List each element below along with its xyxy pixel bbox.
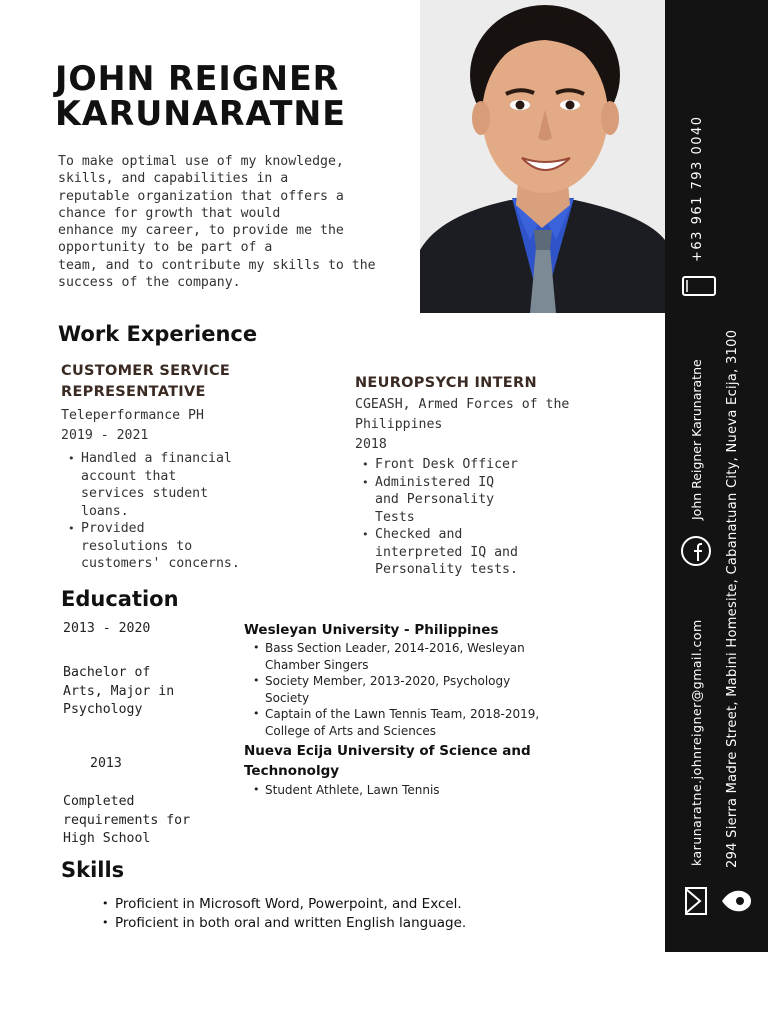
email-icon xyxy=(684,886,708,916)
duty-line: resolutions to xyxy=(81,538,193,554)
phone-icon xyxy=(682,275,712,297)
duty-line: and Personality xyxy=(375,492,495,507)
job-title: NEUROPSYCH INTERN xyxy=(355,375,537,391)
facebook-icon xyxy=(680,535,712,567)
duty-line: • Provided xyxy=(81,521,145,536)
education-heading: Education xyxy=(61,587,179,611)
activity-line: Chamber Singers xyxy=(265,657,369,672)
contact-sidebar xyxy=(665,0,768,952)
objective-text xyxy=(58,153,388,291)
desc-line: High School xyxy=(63,831,151,846)
school-line: Nueva Ecija University of Science and xyxy=(244,743,531,759)
college-school-name: Wesleyan University - Philippines xyxy=(244,622,499,638)
activity-line: College of Arts and Sciences xyxy=(265,723,437,738)
college-activities xyxy=(244,640,584,739)
activity-line: • Society Member, 2013-2020, Psychology xyxy=(265,674,511,688)
highschool-year: 2013 xyxy=(90,756,122,771)
college-years: 2013 - 2020 xyxy=(63,621,151,636)
duty-line: • Handled a financial xyxy=(81,451,232,466)
objective-line: enhance my career, to provide me the xyxy=(58,223,344,239)
objective-line: skills, and capabilities in a xyxy=(58,171,289,187)
college-details xyxy=(244,620,584,799)
job-title xyxy=(61,361,321,403)
job-dates: 2018 xyxy=(355,437,387,452)
activity-line: • Student Athlete, Lawn Tennis xyxy=(265,783,440,797)
name-line-1: JOHN REIGNER xyxy=(55,59,340,99)
list-item xyxy=(355,526,645,579)
degree-line: Psychology xyxy=(63,702,143,717)
college-degree xyxy=(63,664,223,720)
duty-line: • Administered IQ xyxy=(375,474,495,490)
objective-line: chance for growth that would xyxy=(58,205,281,221)
profile-photo-illustration xyxy=(420,0,665,313)
duty-line: account that xyxy=(81,468,177,484)
candidate-name xyxy=(55,59,408,134)
profile-photo xyxy=(420,0,665,313)
company-line: Philippines xyxy=(355,417,443,432)
job-company: Teleperformance PH xyxy=(61,408,204,423)
job-customer-service xyxy=(61,361,321,573)
duty-line: loans. xyxy=(81,503,129,519)
desc-line: Completed xyxy=(63,794,135,809)
job-neuropsych-intern xyxy=(355,373,645,579)
location-icon xyxy=(720,888,752,914)
objective-line: To make optimal use of my knowledge, xyxy=(58,154,344,169)
job-duties xyxy=(355,456,645,579)
degree-line: Arts, Major in xyxy=(63,683,175,699)
list-item xyxy=(244,640,584,673)
objective-line: reputable organization that offers a xyxy=(58,188,344,204)
company-line: CGEASH, Armed Forces of the xyxy=(355,397,570,412)
skills-list xyxy=(99,895,639,932)
activity-line: Society xyxy=(265,690,310,705)
job-company xyxy=(355,395,645,435)
degree-line: Bachelor of xyxy=(63,665,151,680)
duty-line: Tests xyxy=(375,509,415,525)
phone-number: +63 961 793 0040 xyxy=(690,115,705,262)
list-item xyxy=(244,782,584,799)
duty-line: interpreted IQ and xyxy=(375,544,518,560)
highschool-activities xyxy=(244,782,584,799)
objective-line: opportunity to be part of a xyxy=(58,240,273,256)
job-title-line: REPRESENTATIVE xyxy=(61,384,206,400)
highschool-desc xyxy=(63,793,223,849)
duty-line: • Front Desk Officer xyxy=(375,457,518,472)
work-experience-heading: Work Experience xyxy=(58,322,258,346)
school-line: Technonolgy xyxy=(244,763,340,779)
facebook-name: John Reigner Karunaratne xyxy=(689,359,704,520)
duty-line: services student xyxy=(81,486,209,501)
list-item xyxy=(355,474,645,527)
desc-line: requirements for xyxy=(63,812,191,828)
activity-line: • Captain of the Lawn Tennis Team, 2018-2019, xyxy=(265,707,540,721)
list-item xyxy=(244,706,584,739)
list-item xyxy=(355,456,645,474)
email-address: karunaratne.johnreigner@gmail.com xyxy=(689,619,704,866)
activity-line: • Bass Section Leader, 2014-2016, Wesleyan xyxy=(265,641,525,655)
duty-line: • Checked and xyxy=(375,527,463,542)
list-item: • Proficient in both oral and written English language. xyxy=(99,914,639,933)
address: 294 Sierra Madre Street, Mabini Homesite, Cabanatuan City, Nueva Ecija, 3100 xyxy=(725,329,740,868)
objective-line: team, and to contribute my skills to the xyxy=(58,257,376,273)
list-item xyxy=(61,520,321,573)
job-dates: 2019 - 2021 xyxy=(61,428,149,443)
duty-line: Personality tests. xyxy=(375,562,518,577)
objective-line: success of the company. xyxy=(58,275,241,291)
skills-heading: Skills xyxy=(61,858,125,882)
duty-line: customers' concerns. xyxy=(81,556,240,571)
name-line-2: KARUNARATNE xyxy=(55,94,347,134)
list-item: • Proficient in Microsoft Word, Powerpoint, and Excel. xyxy=(99,895,639,914)
list-item xyxy=(61,450,321,520)
list-item xyxy=(244,673,584,706)
job-duties xyxy=(61,450,321,573)
job-title-line: CUSTOMER SERVICE xyxy=(61,363,231,379)
highschool-school-name xyxy=(244,741,584,781)
